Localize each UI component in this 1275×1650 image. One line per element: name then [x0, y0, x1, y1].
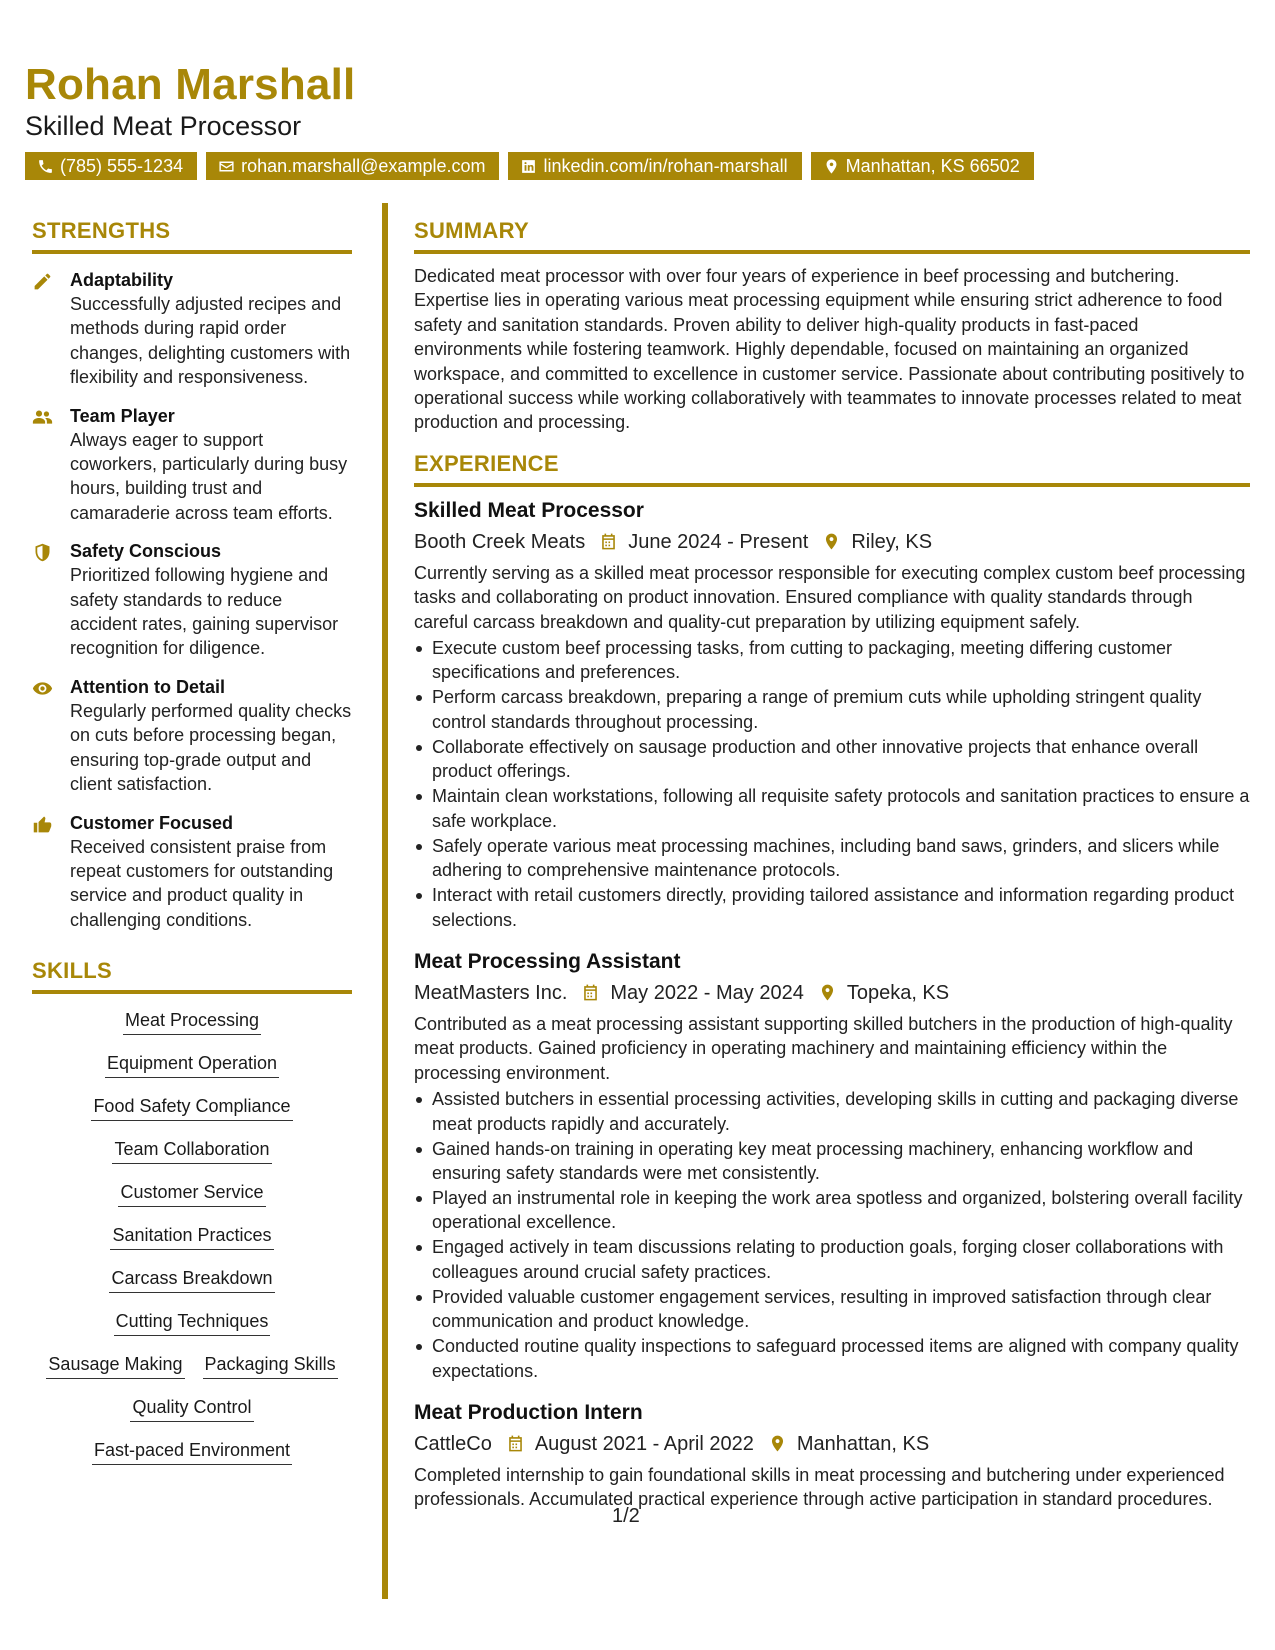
- job-meta: [414, 980, 1250, 1006]
- job-location: Manhattan, KS: [796, 1432, 930, 1455]
- skill-tag: Quality Control: [130, 1395, 253, 1422]
- strength-item: [32, 811, 352, 933]
- right-column: [414, 218, 1250, 1512]
- experience-heading: EXPERIENCE: [414, 451, 1250, 487]
- skill-tag: Equipment Operation: [105, 1051, 279, 1078]
- candidate-name: Rohan Marshall: [25, 60, 356, 109]
- skills-list: [32, 1008, 352, 1465]
- skill-tag: Packaging Skills: [203, 1352, 338, 1379]
- skill-tag: Sanitation Practices: [110, 1223, 273, 1250]
- strength-desc: Regularly performed quality checks on cuts before processing began, ensuring top-grade output and client satisfaction.: [70, 700, 352, 795]
- summary-heading: SUMMARY: [414, 218, 1250, 254]
- strength-item: [32, 539, 352, 661]
- contact-email[interactable]: [206, 152, 499, 180]
- map-pin-icon: [823, 158, 840, 175]
- skill-tag: Cutting Techniques: [114, 1309, 271, 1336]
- skill-tag: Fast-paced Environment: [92, 1438, 292, 1465]
- job-dates: June 2024 - Present: [628, 530, 809, 553]
- bullet-item: Interact with retail customers directly, providing tailored assistance and information regarding product selections.: [414, 883, 1250, 932]
- job-entry: [414, 1399, 1250, 1512]
- strength-title: Attention to Detail: [70, 676, 225, 697]
- job-company: CattleCo: [414, 1432, 492, 1455]
- bullet-item: Maintain clean workstations, following all requisite safety protocols and sanitation practices to ensure a safe workplace.: [414, 784, 1250, 833]
- strength-desc: Prioritized following hygiene and safety standards to reduce accident rates, gaining supervisor recognition for diligence.: [70, 565, 339, 659]
- thumbs-up-icon: [32, 814, 53, 835]
- envelope-icon: [218, 158, 235, 175]
- strength-item: [32, 268, 352, 390]
- job-bullets: [414, 1087, 1250, 1383]
- strength-title: Safety Conscious: [70, 541, 222, 562]
- linkedin-text: linkedin.com/in/rohan-marshall: [543, 155, 788, 176]
- skill-tag: Sausage Making: [46, 1352, 184, 1379]
- email-text: rohan.marshall@example.com: [241, 155, 486, 176]
- map-pin-icon: [818, 983, 837, 1002]
- phone-text: (785) 555-1234: [60, 155, 184, 176]
- bullet-item: Execute custom beef processing tasks, from cutting to packaging, meeting differing customer specifications and preferences.: [414, 636, 1250, 685]
- calendar-icon: [599, 532, 618, 551]
- skill-tag: Food Safety Compliance: [91, 1094, 292, 1121]
- strength-item: [32, 675, 352, 797]
- skill-tag: Team Collaboration: [112, 1137, 271, 1164]
- strength-desc: Received consistent praise from repeat customers for outstanding service and product quality in challenging conditions.: [70, 836, 334, 930]
- bullet-item: Collaborate effectively on sausage production and other innovative projects that enhance overall product offerings.: [414, 735, 1250, 784]
- skill-tag: Carcass Breakdown: [109, 1266, 274, 1293]
- job-meta: [414, 529, 1250, 555]
- skill-tag: Customer Service: [118, 1180, 265, 1207]
- job-company: MeatMasters Inc.: [414, 981, 568, 1004]
- strength-desc: Always eager to support coworkers, particularly during busy hours, building trust and camaraderie across team efforts.: [70, 429, 348, 523]
- pencil-icon: [32, 271, 53, 292]
- bullet-item: Played an instrumental role in keeping the work area spotless and organized, bolstering overall facility operational excellence.: [414, 1186, 1250, 1235]
- job-title: Meat Production Intern: [414, 1400, 643, 1424]
- skills-heading: SKILLS: [32, 958, 352, 994]
- page-number: 1/2: [612, 1505, 640, 1527]
- bullet-item: Provided valuable customer engagement services, resulting in improved satisfaction through clear communication and product knowledge.: [414, 1285, 1250, 1334]
- strength-title: Adaptability: [70, 270, 174, 290]
- bullet-item: Gained hands-on training in operating key meat processing machinery, enhancing workflow and ensuring safety standards were met consistently.: [414, 1137, 1250, 1186]
- job-description: Contributed as a meat processing assistant supporting skilled butchers in the production of high-quality meat products. Gained proficiency in operating machinery and maintaining efficiency within the processing environment.: [414, 1013, 1233, 1083]
- phone-icon: [37, 158, 54, 175]
- candidate-title: Skilled Meat Processor: [25, 111, 302, 142]
- contact-bar: [25, 152, 1034, 180]
- resume-header: [25, 62, 355, 143]
- job-location: Topeka, KS: [846, 981, 950, 1004]
- linkedin-icon: [520, 158, 537, 175]
- calendar-icon: [506, 1434, 525, 1453]
- bullet-item: Safely operate various meat processing machines, including band saws, grinders, and slicers while adhering to comprehensive maintenance protocols.: [414, 834, 1250, 883]
- column-divider: [382, 203, 388, 1599]
- job-description: Completed internship to gain foundational skills in meat processing and butchering under experienced professionals. Accumulated practical experience through active participation in standard procedures.: [414, 1464, 1225, 1510]
- contact-phone[interactable]: [25, 152, 197, 180]
- skill-tag: Meat Processing: [123, 1008, 261, 1035]
- users-icon: [32, 407, 53, 428]
- strength-item: [32, 404, 352, 526]
- job-title: Meat Processing Assistant: [414, 949, 681, 973]
- bullet-item: Conducted routine quality inspections to safeguard processed items are aligned with company quality expectations.: [414, 1334, 1250, 1383]
- strength-desc: Successfully adjusted recipes and methods during rapid order changes, delighting customers with flexibility and responsiveness.: [70, 294, 351, 388]
- job-bullets: [414, 636, 1250, 932]
- contact-linkedin[interactable]: [508, 152, 801, 180]
- job-meta: [414, 1431, 1250, 1457]
- bullet-item: Perform carcass breakdown, preparing a range of premium cuts while upholding stringent quality control standards throughout processing.: [414, 685, 1250, 734]
- map-pin-icon: [768, 1434, 787, 1453]
- job-description: Currently serving as a skilled meat processor responsible for executing complex custom beef processing tasks and collaborating on product innovation. Ensured compliance with quality standards through careful carcass breakdown and quality-cut preparation by utilizing equipment safely.: [414, 562, 1246, 632]
- job-dates: August 2021 - April 2022: [534, 1432, 754, 1455]
- summary-text: Dedicated meat processor with over four years of experience in beef processing and butchering. Expertise lies in operating various meat processing equipment while ensuring strict adherence to food safety and sanitation standards. Proven ability to deliver high-quality products in fast-paced environments while fostering teamwork. Highly dependable, focused on maintaining an organized workspace, and committed to excellence in customer service. Passionate about contributing positively to operational success while working collaboratively with teammates to innovate processes related to meat production and processing.: [414, 266, 1245, 433]
- bullet-item: Assisted butchers in essential processing activities, developing skills in cutting and packaging diverse meat products rapidly and accurately.: [414, 1087, 1250, 1136]
- job-entry: [414, 497, 1250, 932]
- job-dates: May 2022 - May 2024: [610, 981, 804, 1004]
- strengths-heading: STRENGTHS: [32, 218, 352, 254]
- eye-icon: [32, 678, 53, 699]
- location-text: Manhattan, KS 66502: [845, 155, 1020, 176]
- strength-title: Customer Focused: [70, 812, 234, 833]
- contact-location: [811, 152, 1034, 180]
- map-pin-icon: [822, 532, 841, 551]
- strength-title: Team Player: [70, 405, 175, 426]
- calendar-icon: [581, 983, 600, 1002]
- job-title: Skilled Meat Processor: [414, 498, 644, 522]
- job-location: Riley, KS: [851, 530, 933, 553]
- shield-icon: [32, 542, 53, 563]
- job-company: Booth Creek Meats: [414, 530, 586, 553]
- bullet-item: Engaged actively in team discussions relating to production goals, forging closer collaborations with colleagues around crucial safety practices.: [414, 1235, 1250, 1284]
- job-entry: [414, 948, 1250, 1383]
- left-column: [32, 218, 352, 1465]
